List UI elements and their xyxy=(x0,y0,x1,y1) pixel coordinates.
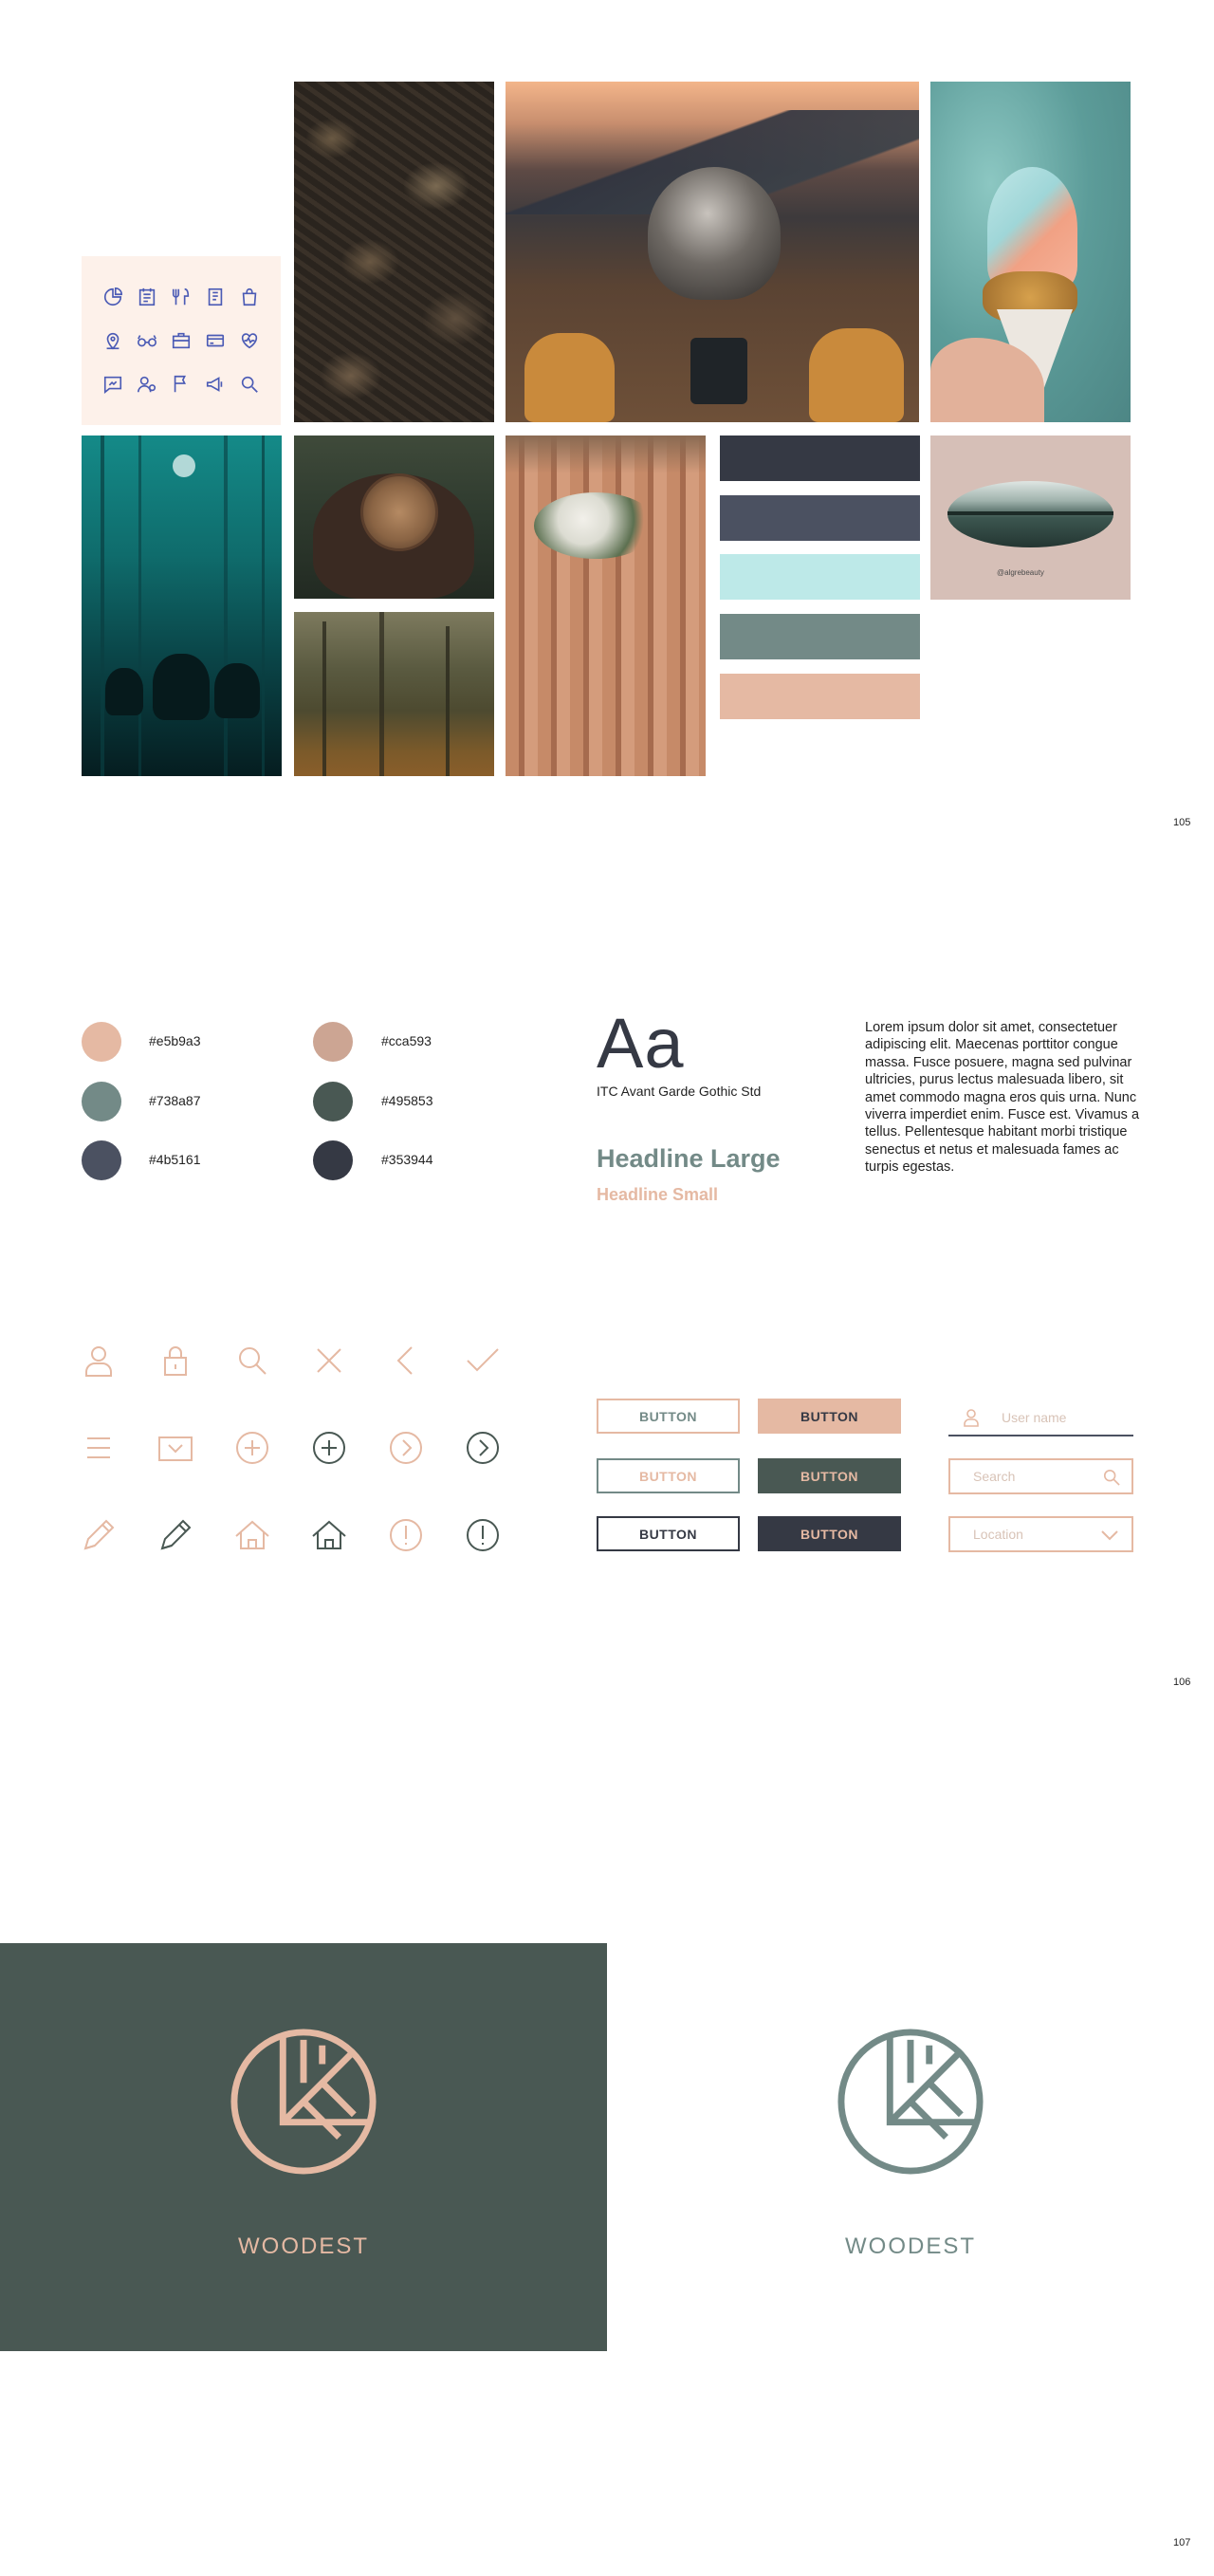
mail-icon xyxy=(156,1429,194,1467)
alert-circle-icon xyxy=(464,1516,502,1554)
ice-cream-photo xyxy=(930,82,1131,422)
note-icon xyxy=(137,287,157,307)
lock-icon xyxy=(156,1342,194,1380)
color-dot xyxy=(313,1082,353,1121)
location-select[interactable] xyxy=(948,1516,1133,1552)
heart-rate-icon xyxy=(239,330,260,351)
filled-button-green[interactable]: BUTTON xyxy=(758,1458,901,1493)
check-icon xyxy=(464,1342,502,1380)
search-field[interactable] xyxy=(948,1458,1133,1494)
font-name: ITC Avant Garde Gothic Std xyxy=(597,1084,762,1099)
swatch-3 xyxy=(720,554,920,600)
brand-name-on-dark: WOODEST xyxy=(238,2233,369,2259)
type-sample: Aa xyxy=(597,1004,685,1083)
color-hex-label: #e5b9a3 xyxy=(149,1033,201,1048)
home-icon xyxy=(233,1516,271,1554)
briefcase-icon xyxy=(171,330,192,351)
swatch-4 xyxy=(720,614,920,659)
chevron-down-icon xyxy=(1101,1529,1118,1541)
location-placeholder: Location xyxy=(973,1527,1023,1542)
pencil-icon xyxy=(80,1516,118,1554)
user-icon xyxy=(962,1408,981,1427)
card-icon xyxy=(205,330,226,351)
swatch-2 xyxy=(720,495,920,541)
autumn-forest-photo xyxy=(294,612,494,776)
book-icon xyxy=(205,287,226,307)
bag-icon xyxy=(239,287,260,307)
alert-circle-icon xyxy=(387,1516,425,1554)
plus-circle-icon xyxy=(310,1429,348,1467)
menu-icon xyxy=(80,1429,118,1467)
headline-large: Headline Large xyxy=(597,1144,781,1173)
chevron-right-circle-icon xyxy=(387,1429,425,1467)
chart-icon xyxy=(102,287,123,307)
color-hex-label: #495853 xyxy=(381,1093,433,1108)
utensils-icon xyxy=(171,287,192,307)
user-group-icon xyxy=(137,374,157,395)
color-hex-label: #738a87 xyxy=(149,1093,201,1108)
close-icon xyxy=(310,1342,348,1380)
glasses-icon xyxy=(137,330,157,351)
color-dot xyxy=(82,1082,121,1121)
logo-mark-sage xyxy=(836,2027,985,2177)
flag-icon xyxy=(171,374,192,395)
page-number: 107 xyxy=(1173,2537,1191,2548)
pine-cones-photo xyxy=(294,82,494,422)
plus-circle-icon xyxy=(233,1429,271,1467)
compass-hand-photo xyxy=(294,436,494,599)
outline-button-peach[interactable]: BUTTON xyxy=(597,1399,740,1434)
user-icon xyxy=(80,1342,118,1380)
search-icon xyxy=(233,1342,271,1380)
filled-button-navy[interactable]: BUTTON xyxy=(758,1516,901,1551)
color-dot xyxy=(313,1140,353,1180)
body-copy: Lorem ipsum dolor sit amet, consectetuer adipiscing elit. Maecenas porttitor congue massa. Fusce posuere, magna sed pulvinar ultricies, purus lectus malesuada libero, sit amet commodo magna eros quis urna. Nunc viverra imperdiet enim. Fusce est. Vivamus a tellus. Pellentesque habitant morbi tristique senectus et netus et malesuada fames ac turpis egestas. xyxy=(865,1020,1140,1176)
username-field[interactable] xyxy=(948,1400,1133,1436)
chat-icon xyxy=(102,374,123,395)
color-dot xyxy=(82,1022,121,1062)
outline-button-sage[interactable]: BUTTON xyxy=(597,1458,740,1493)
bridesmaids-photo xyxy=(506,436,706,776)
page-number: 105 xyxy=(1173,817,1191,828)
home-icon xyxy=(310,1516,348,1554)
icon-set-card xyxy=(82,256,281,425)
search-icon xyxy=(1103,1469,1120,1486)
search-placeholder: Search xyxy=(973,1469,1016,1484)
chevron-right-circle-icon xyxy=(464,1429,502,1467)
color-hex-label: #353944 xyxy=(381,1152,433,1167)
color-hex-label: #cca593 xyxy=(381,1033,432,1048)
swatch-5 xyxy=(720,674,920,719)
search-icon xyxy=(239,374,260,395)
color-dot xyxy=(82,1140,121,1180)
forest-lips-photo xyxy=(930,436,1131,600)
headline-small: Headline Small xyxy=(597,1185,719,1204)
teal-forest-wolves-photo xyxy=(82,436,282,776)
color-hex-label: #4b5161 xyxy=(149,1152,201,1167)
outline-button-navy[interactable]: BUTTON xyxy=(597,1516,740,1551)
photo-credit: @algrebeauty xyxy=(997,568,1044,577)
chevron-left-icon xyxy=(387,1342,425,1380)
megaphone-icon xyxy=(205,374,226,395)
brand-name-on-light: WOODEST xyxy=(845,2233,976,2259)
page-number: 106 xyxy=(1173,1677,1191,1688)
logo-mark-peach xyxy=(229,2027,378,2177)
pencil-icon xyxy=(156,1516,194,1554)
map-pin-icon xyxy=(102,330,123,351)
swatch-1 xyxy=(720,436,920,481)
husky-mountain-photo xyxy=(506,82,919,422)
color-dot xyxy=(313,1022,353,1062)
filled-button-peach[interactable]: BUTTON xyxy=(758,1399,901,1434)
username-placeholder: User name xyxy=(1002,1410,1067,1425)
